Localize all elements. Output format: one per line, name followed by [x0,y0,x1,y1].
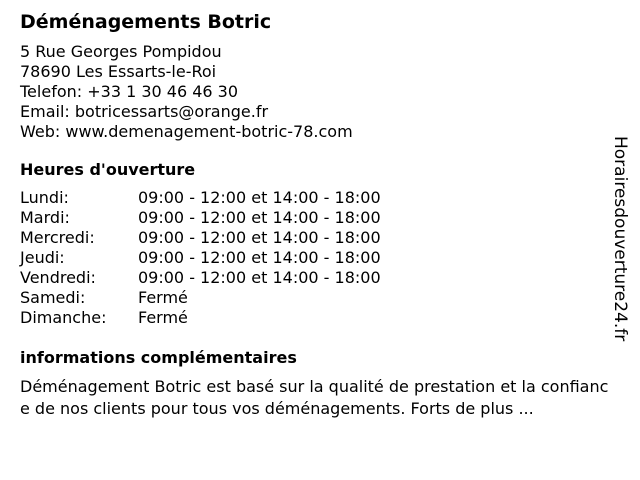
hours-time: 09:00 - 12:00 et 14:00 - 18:00 [138,188,381,207]
info-text: Déménagement Botric est basé sur la qualité de prestation et la confiance de nos clients pour tous vos déménagements. Forts de plus ... [20,377,609,418]
hours-time: 09:00 - 12:00 et 14:00 - 18:00 [138,268,381,287]
hours-time: Fermé [138,308,188,327]
hours-day: Vendredi: [20,268,96,287]
business-card [20,10,615,420]
hours-time: 09:00 - 12:00 et 14:00 - 18:00 [138,228,381,247]
phone-line[interactable]: Telefon: +33 1 30 46 46 30 [20,82,239,101]
web-line[interactable]: Web: www.demenagement-botric-78.com [20,122,353,141]
hours-day: Dimanche: [20,308,107,327]
address-line-2: 78690 Les Essarts-le-Roi [20,62,217,81]
hours-row [20,308,381,328]
hours-day: Samedi: [20,288,86,307]
hours-row [20,208,381,228]
site-watermark: Horairesdouverture24.fr [610,136,630,342]
hours-time: Fermé [138,288,188,307]
hours-table [20,188,381,328]
hours-title: Heures d'ouverture [20,160,196,179]
hours-day: Mardi: [20,208,70,227]
hours-row [20,288,381,308]
hours-row [20,228,381,248]
hours-row [20,188,381,208]
email-line[interactable]: Email: botricessarts@orange.fr [20,102,269,121]
info-title: informations complémentaires [20,348,297,367]
hours-row [20,248,381,268]
hours-day: Mercredi: [20,228,95,247]
hours-time: 09:00 - 12:00 et 14:00 - 18:00 [138,208,381,227]
business-name: Déménagements Botric [20,11,272,33]
hours-day: Lundi: [20,188,69,207]
hours-time: 09:00 - 12:00 et 14:00 - 18:00 [138,248,381,267]
address-line-1: 5 Rue Georges Pompidou [20,42,222,61]
hours-row [20,268,381,288]
hours-day: Jeudi: [20,248,65,267]
